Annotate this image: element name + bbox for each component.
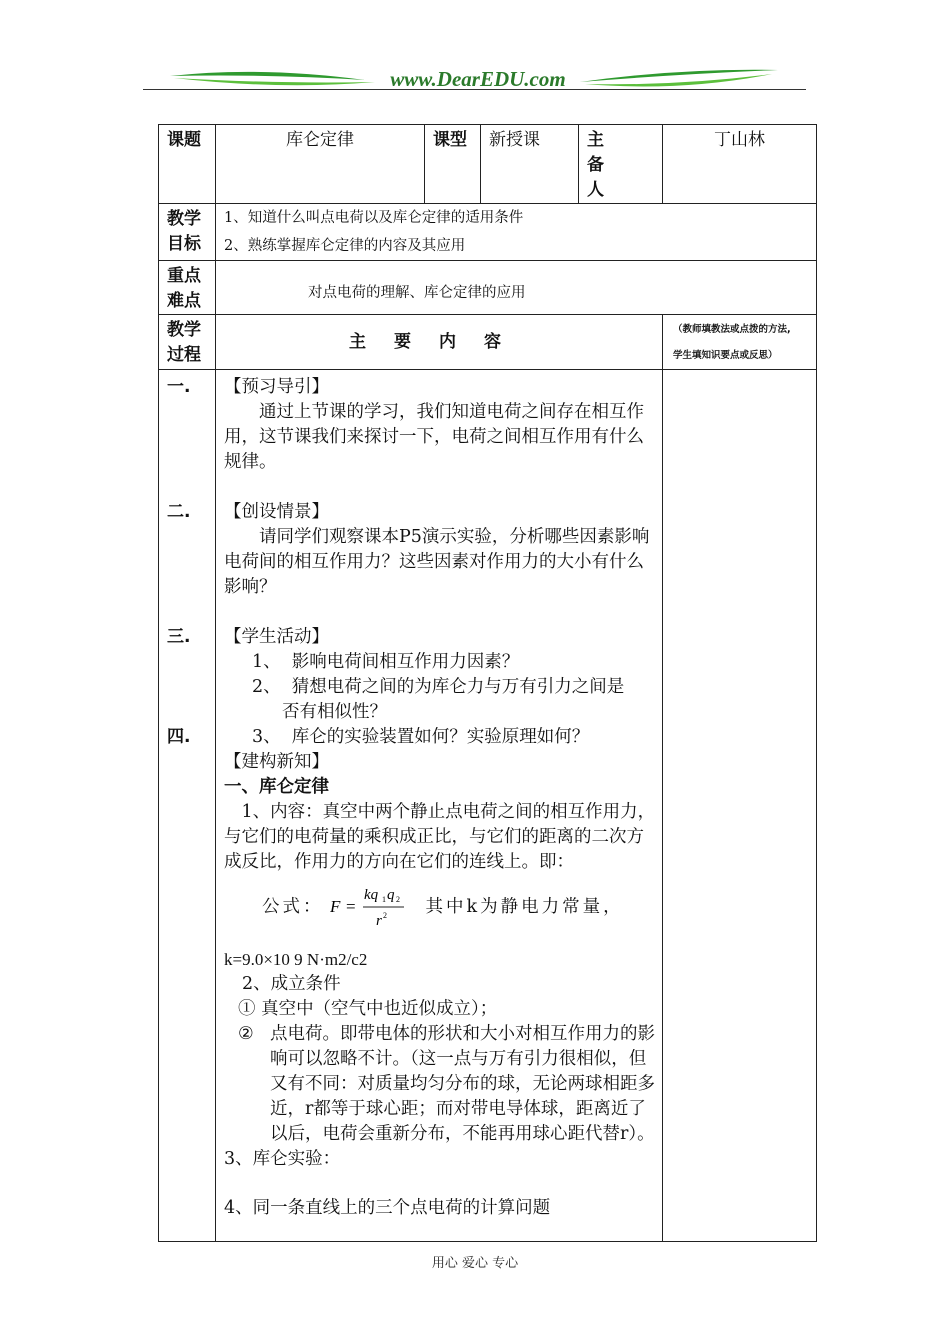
coulomb-formula-fraction bbox=[330, 882, 408, 932]
main-content-heading: 主要内容 bbox=[216, 315, 663, 370]
preparer-label bbox=[579, 125, 663, 204]
svg-text:2: 2 bbox=[382, 911, 387, 920]
activity-item-2-number: 2、 bbox=[252, 677, 281, 697]
method-note bbox=[663, 315, 817, 370]
section-number-3: 三. bbox=[167, 627, 191, 647]
objectives-row bbox=[159, 204, 817, 261]
process-body-row bbox=[159, 370, 817, 1242]
activity-item-2 bbox=[224, 675, 656, 700]
keypoints-content: 对点电荷的理解、库仑定律的应用 bbox=[216, 261, 817, 315]
coulomb-law-content: 1、内容：真空中两个静止点电荷之间的相互作用力，与它们的电荷量的乘积成正比，与它们的距离的二次方成反比，作用力的方向在它们的连线上。即： bbox=[224, 802, 656, 872]
svg-text:2: 2 bbox=[395, 895, 400, 904]
objective-2: 2、熟练掌握库仑定律的内容及其应用 bbox=[224, 238, 466, 254]
preparer-value: 丁山林 bbox=[663, 125, 817, 204]
type-label: 课型 bbox=[425, 125, 481, 204]
process-label-line1: 教学 bbox=[167, 320, 201, 340]
section-number-2: 二. bbox=[167, 502, 191, 522]
svg-text:q: q bbox=[386, 887, 394, 903]
condition-2-text: 点电荷。即带电体的形状和大小对相互作用力的影响可以忽略不计。（这一点与万有引力很相似，但又有不同：对质量均匀分布的球，无论两球相距多近，r都等于球心距；而对带电导体球，距离近了以后，电荷会重新分布，不能再用球心距代替r）。 bbox=[270, 1024, 655, 1144]
activity-item-1 bbox=[224, 650, 656, 675]
condition-1: ① 真空中（空气中也近似成立）； bbox=[238, 999, 498, 1019]
coulomb-constant-value: k=9.0×10 9 N·m2/c2 bbox=[224, 950, 368, 969]
svg-text:=: = bbox=[345, 897, 356, 916]
formula-label: 公式： bbox=[262, 896, 324, 917]
process-header-row bbox=[159, 315, 817, 370]
objectives-label-line2: 目标 bbox=[167, 234, 201, 254]
lesson-plan-table bbox=[158, 124, 817, 1242]
type-value: 新授课 bbox=[481, 125, 579, 204]
method-note-line2: 学生填知识要点或反思） bbox=[673, 350, 778, 361]
activity-item-1-number: 1、 bbox=[252, 652, 281, 672]
process-label-line2: 过程 bbox=[167, 345, 201, 365]
svg-text:1: 1 bbox=[381, 895, 386, 904]
section-2-text: 请同学们观察课本P5演示实验，分析哪些因素影响电荷间的相互作用力？这些因素对作用力的大小有什么影响？ bbox=[224, 527, 650, 597]
activity-item-2-text: 猜想电荷之间的为库仑力与万有引力之间是 bbox=[291, 677, 625, 697]
section-numbers bbox=[159, 370, 216, 1242]
footer-motto: 用心 爱心 专心 bbox=[431, 1256, 519, 1271]
preparer-label-line2: 人 bbox=[587, 180, 604, 200]
activity-item-3-text: 库仑的实验装置如何？实验原理如何？ bbox=[291, 727, 590, 747]
section-number-4: 四. bbox=[167, 727, 191, 747]
topic-label: 课题 bbox=[159, 125, 216, 204]
formula-constant-note: 其中k为静电力常量， bbox=[425, 896, 624, 917]
activity-item-2-continued: 否有相似性？ bbox=[282, 702, 387, 722]
svg-text:www.DearEDU.com: www.DearEDU.com bbox=[390, 67, 566, 91]
header-rule bbox=[143, 89, 806, 90]
topic-value: 库仑定律 bbox=[216, 125, 425, 204]
keypoints-label-line2: 难点 bbox=[167, 291, 201, 311]
preparer-label-line1: 主 备 bbox=[587, 130, 638, 175]
method-note-line1: （教师填教法或点拨的方法, bbox=[673, 324, 791, 335]
svg-text:r: r bbox=[375, 913, 382, 929]
svg-text:F: F bbox=[329, 897, 340, 916]
objective-1: 1、知道什么叫点电荷以及库仑定律的适用条件 bbox=[224, 210, 524, 226]
process-label bbox=[159, 315, 216, 370]
notes-column bbox=[663, 370, 817, 1242]
condition-2-number: ② bbox=[238, 1024, 254, 1044]
section-2-title: 【创设情景】 bbox=[224, 502, 329, 522]
experiment-title: 3、库仑实验： bbox=[224, 1149, 341, 1169]
coulomb-law-heading: 一、库仑定律 bbox=[224, 777, 329, 797]
objectives-label-line1: 教学 bbox=[167, 209, 201, 229]
activity-item-3-number: 3、 bbox=[252, 727, 281, 747]
calculation-title: 4、同一条直线上的三个点电荷的计算问题 bbox=[224, 1198, 551, 1218]
keypoints-label bbox=[159, 261, 216, 315]
objectives-label bbox=[159, 204, 216, 261]
objectives-content bbox=[216, 204, 817, 261]
coulomb-formula bbox=[224, 879, 656, 935]
section-1-title: 【预习导引】 bbox=[224, 377, 329, 397]
activity-item-3 bbox=[224, 725, 656, 750]
activity-item-1-text: 影响电荷间相互作用力因素？ bbox=[291, 652, 520, 672]
topic-row bbox=[159, 125, 817, 204]
keypoints-row bbox=[159, 261, 817, 315]
section-1-text: 通过上节课的学习，我们知道电荷之间存在相互作用，这节课我们来探讨一下，电荷之间相互作用有什么规律。 bbox=[224, 402, 644, 472]
section-4-title: 【建构新知】 bbox=[224, 752, 329, 772]
conditions-title: 2、成立条件 bbox=[242, 974, 341, 994]
section-3-title: 【学生活动】 bbox=[224, 627, 329, 647]
svg-text:kq: kq bbox=[363, 887, 378, 903]
main-content bbox=[216, 370, 663, 1242]
section-number-1: 一. bbox=[167, 377, 191, 397]
condition-2 bbox=[224, 1022, 656, 1147]
keypoints-label-line1: 重点 bbox=[167, 266, 201, 286]
